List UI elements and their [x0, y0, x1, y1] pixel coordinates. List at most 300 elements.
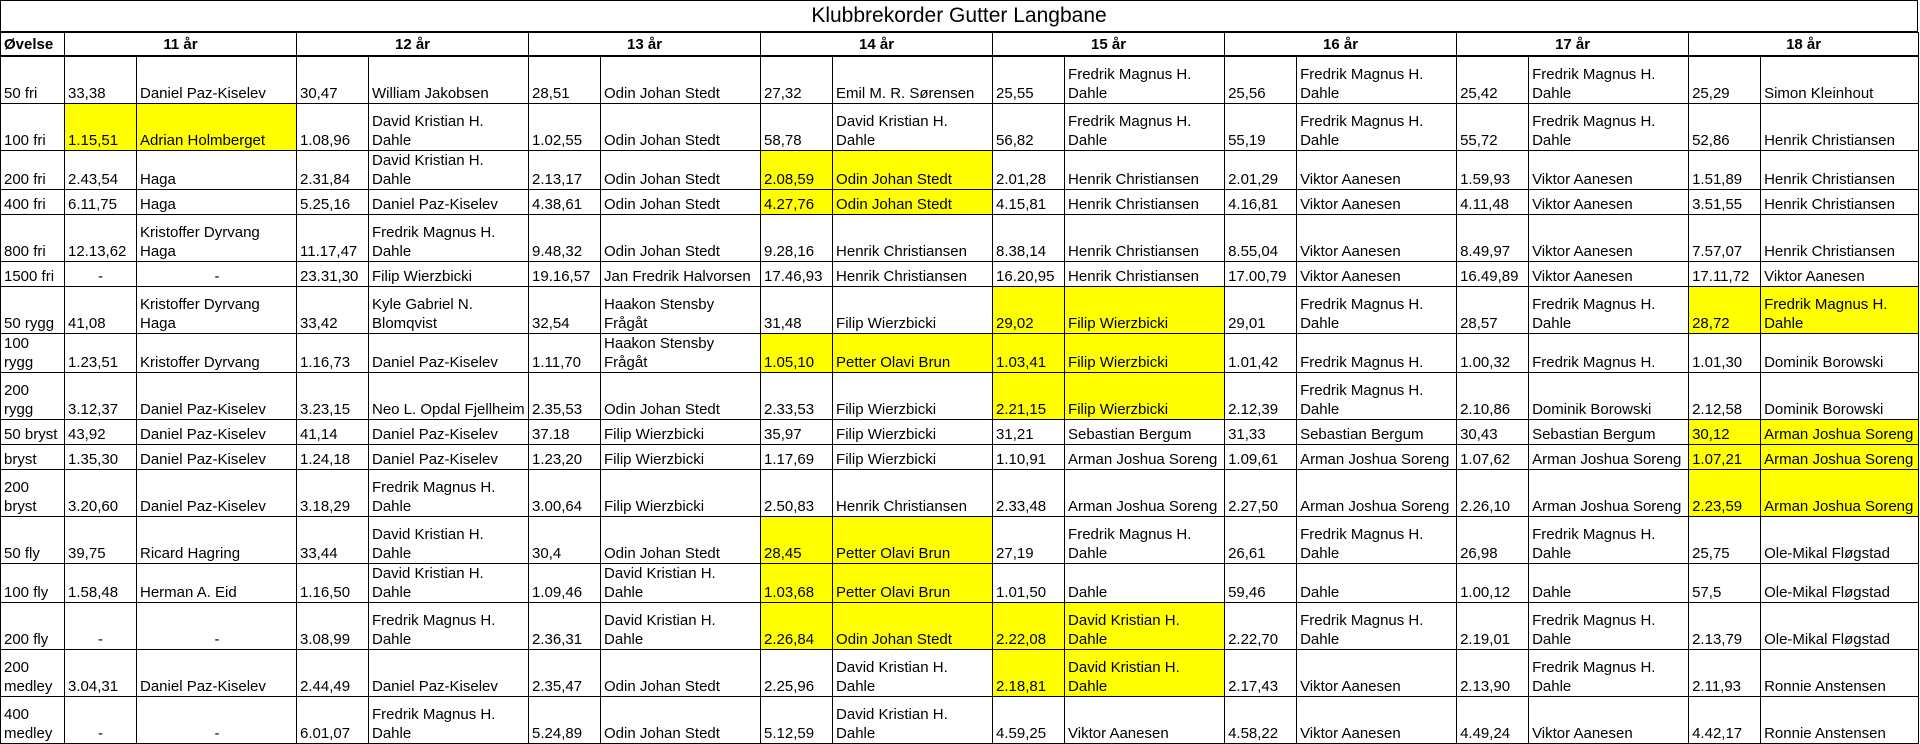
record-holder-cell[interactable]: Arman Joshua Soreng [1297, 445, 1457, 470]
record-holder-cell[interactable]: Haakon Stensby Frågåt [601, 334, 761, 373]
record-time-cell[interactable]: 17.00,79 [1225, 262, 1297, 287]
record-time-cell[interactable]: 2.50,83 [761, 470, 833, 517]
record-time-cell[interactable]: - [65, 697, 137, 744]
record-holder-cell[interactable]: Henrik Christiansen [1065, 215, 1225, 262]
record-time-cell[interactable]: 2.43,54 [65, 151, 137, 190]
record-holder-cell[interactable]: Sebastian Bergum [1065, 420, 1225, 445]
record-holder-cell[interactable]: Fredrik Magnus H. Dahle [1297, 56, 1457, 104]
record-time-cell[interactable]: 2.01,28 [993, 151, 1065, 190]
record-holder-cell[interactable]: Kristoffer Dyrvang Haga [137, 287, 297, 334]
record-time-cell[interactable]: 8.55,04 [1225, 215, 1297, 262]
record-holder-cell[interactable]: David Kristian H. Dahle [833, 697, 993, 744]
record-holder-cell[interactable]: Daniel Paz-Kiselev [137, 650, 297, 697]
record-time-cell[interactable]: 4.38,61 [529, 190, 601, 215]
record-holder-cell[interactable]: Henrik Christiansen [1065, 190, 1225, 215]
event-cell[interactable]: 800 fri [1, 215, 65, 262]
record-holder-cell[interactable]: Filip Wierzbicki [1065, 287, 1225, 334]
record-time-cell[interactable]: 6.11,75 [65, 190, 137, 215]
record-holder-cell[interactable]: Daniel Paz-Kiselev [369, 420, 529, 445]
record-time-cell[interactable]: 1.16,50 [297, 564, 369, 603]
record-holder-cell[interactable]: Odin Johan Stedt [601, 517, 761, 564]
record-time-cell[interactable]: 23.31,30 [297, 262, 369, 287]
record-holder-cell[interactable]: Fredrik Magnus H. Dahle [369, 215, 529, 262]
record-time-cell[interactable]: 19.16,57 [529, 262, 601, 287]
record-holder-cell[interactable]: Henrik Christiansen [833, 470, 993, 517]
record-time-cell[interactable]: 12.13,62 [65, 215, 137, 262]
record-holder-cell[interactable]: Daniel Paz-Kiselev [137, 470, 297, 517]
record-time-cell[interactable]: 31,48 [761, 287, 833, 334]
record-holder-cell[interactable]: Viktor Aanesen [1065, 697, 1225, 744]
record-holder-cell[interactable]: David Kristian H. Dahle [601, 603, 761, 650]
record-holder-cell[interactable]: Fredrik Magnus H. Dahle [1761, 287, 1919, 334]
record-holder-cell[interactable]: Daniel Paz-Kiselev [137, 56, 297, 104]
record-time-cell[interactable]: 25,29 [1689, 56, 1761, 104]
record-holder-cell[interactable]: Filip Wierzbicki [369, 262, 529, 287]
record-holder-cell[interactable]: Filip Wierzbicki [833, 373, 993, 420]
record-holder-cell[interactable]: Fredrik Magnus H. [1529, 334, 1689, 373]
record-time-cell[interactable]: 1.11,70 [529, 334, 601, 373]
record-time-cell[interactable]: 5.25,16 [297, 190, 369, 215]
record-time-cell[interactable]: 52,86 [1689, 104, 1761, 151]
record-holder-cell[interactable]: David Kristian H. Dahle [833, 104, 993, 151]
record-holder-cell[interactable]: Fredrik Magnus H. Dahle [1065, 56, 1225, 104]
record-time-cell[interactable]: 1.03,68 [761, 564, 833, 603]
record-time-cell[interactable]: 25,55 [993, 56, 1065, 104]
record-time-cell[interactable]: 1.03,41 [993, 334, 1065, 373]
record-time-cell[interactable]: 1.05,10 [761, 334, 833, 373]
event-cell[interactable]: 100 fly [1, 564, 65, 603]
record-holder-cell[interactable]: Ricard Hagring [137, 517, 297, 564]
record-holder-cell[interactable]: Henrik Christiansen [1761, 151, 1919, 190]
record-holder-cell[interactable]: Sebastian Bergum [1297, 420, 1457, 445]
record-holder-cell[interactable]: Dahle [1529, 564, 1689, 603]
record-holder-cell[interactable]: Fredrik Magnus H. Dahle [1529, 287, 1689, 334]
record-time-cell[interactable]: 2.12,39 [1225, 373, 1297, 420]
record-holder-cell[interactable]: Viktor Aanesen [1529, 151, 1689, 190]
record-holder-cell[interactable]: Odin Johan Stedt [601, 151, 761, 190]
record-time-cell[interactable]: 43,92 [65, 420, 137, 445]
record-holder-cell[interactable]: Kristoffer Dyrvang Haga [137, 215, 297, 262]
record-holder-cell[interactable]: Viktor Aanesen [1529, 190, 1689, 215]
record-holder-cell[interactable]: Viktor Aanesen [1529, 262, 1689, 287]
record-time-cell[interactable]: 26,61 [1225, 517, 1297, 564]
record-holder-cell[interactable]: Fredrik Magnus H. [1297, 334, 1457, 373]
record-time-cell[interactable]: 11.17,47 [297, 215, 369, 262]
record-holder-cell[interactable]: - [137, 262, 297, 287]
record-holder-cell[interactable]: Fredrik Magnus H. Dahle [1297, 104, 1457, 151]
event-cell[interactable]: 50 fri [1, 56, 65, 104]
record-time-cell[interactable]: 39,75 [65, 517, 137, 564]
record-holder-cell[interactable]: Odin Johan Stedt [601, 104, 761, 151]
record-time-cell[interactable]: 33,42 [297, 287, 369, 334]
table-row [1, 334, 1919, 373]
record-holder-cell[interactable]: Odin Johan Stedt [833, 190, 993, 215]
record-time-cell[interactable]: 1.23,20 [529, 445, 601, 470]
record-holder-cell[interactable]: Fredrik Magnus H. Dahle [369, 697, 529, 744]
record-time-cell[interactable]: 31,33 [1225, 420, 1297, 445]
record-time-cell[interactable]: 1.09,46 [529, 564, 601, 603]
record-holder-cell[interactable]: Arman Joshua Soreng [1529, 445, 1689, 470]
record-time-cell[interactable]: 33,38 [65, 56, 137, 104]
record-time-cell[interactable]: 2.17,43 [1225, 650, 1297, 697]
event-cell[interactable]: 400 fri [1, 190, 65, 215]
record-time-cell[interactable]: 2.13,90 [1457, 650, 1529, 697]
record-holder-cell[interactable]: David Kristian H. Dahle [1065, 650, 1225, 697]
record-time-cell[interactable]: 2.13,79 [1689, 603, 1761, 650]
record-time-cell[interactable]: 5.12,59 [761, 697, 833, 744]
record-holder-cell[interactable]: Jan Fredrik Halvorsen [601, 262, 761, 287]
record-holder-cell[interactable]: Odin Johan Stedt [833, 603, 993, 650]
record-time-cell[interactable]: 3.23,15 [297, 373, 369, 420]
age-header: 15 år [993, 33, 1225, 57]
record-time-cell[interactable]: 1.58,48 [65, 564, 137, 603]
record-time-cell[interactable]: 6.01,07 [297, 697, 369, 744]
record-time-cell[interactable]: 2.27,50 [1225, 470, 1297, 517]
record-time-cell[interactable]: 30,12 [1689, 420, 1761, 445]
record-time-cell[interactable]: 2.33,48 [993, 470, 1065, 517]
record-time-cell[interactable]: 31,21 [993, 420, 1065, 445]
record-holder-cell[interactable]: Arman Joshua Soreng [1761, 470, 1919, 517]
event-cell[interactable]: 50 rygg [1, 287, 65, 334]
event-cell[interactable]: 100 rygg [1, 334, 65, 373]
record-holder-cell[interactable]: Filip Wierzbicki [833, 287, 993, 334]
record-holder-cell[interactable]: Fredrik Magnus H. Dahle [1297, 603, 1457, 650]
record-holder-cell[interactable]: Arman Joshua Soreng [1529, 470, 1689, 517]
table-row [1, 56, 1919, 104]
record-time-cell[interactable]: 16.20,95 [993, 262, 1065, 287]
event-cell[interactable]: 400 medley [1, 697, 65, 744]
record-holder-cell[interactable]: Fredrik Magnus H. Dahle [1529, 56, 1689, 104]
record-time-cell[interactable]: 1.00,32 [1457, 334, 1529, 373]
record-time-cell[interactable]: 2.26,10 [1457, 470, 1529, 517]
record-holder-cell[interactable]: Henrik Christiansen [1761, 215, 1919, 262]
record-holder-cell[interactable]: Ole-Mikal Fløgstad [1761, 603, 1919, 650]
record-holder-cell[interactable]: Petter Olavi Brun [833, 517, 993, 564]
record-holder-cell[interactable]: Odin Johan Stedt [601, 697, 761, 744]
record-holder-cell[interactable]: Fredrik Magnus H. Dahle [1529, 517, 1689, 564]
record-time-cell[interactable]: 25,42 [1457, 56, 1529, 104]
record-holder-cell[interactable]: Fredrik Magnus H. Dahle [1529, 603, 1689, 650]
record-holder-cell[interactable]: Daniel Paz-Kiselev [369, 445, 529, 470]
record-holder-cell[interactable]: William Jakobsen [369, 56, 529, 104]
record-time-cell[interactable]: 4.11,48 [1457, 190, 1529, 215]
record-time-cell[interactable]: 26,98 [1457, 517, 1529, 564]
record-holder-cell[interactable]: Viktor Aanesen [1297, 262, 1457, 287]
record-holder-cell[interactable]: Daniel Paz-Kiselev [369, 334, 529, 373]
event-cell[interactable]: 200 bryst [1, 470, 65, 517]
record-time-cell[interactable]: 37.18 [529, 420, 601, 445]
table-row [1, 151, 1919, 190]
record-holder-cell[interactable]: Arman Joshua Soreng [1065, 470, 1225, 517]
record-time-cell[interactable]: 1.51,89 [1689, 151, 1761, 190]
event-cell[interactable]: 200 fri [1, 151, 65, 190]
record-holder-cell[interactable]: Viktor Aanesen [1297, 650, 1457, 697]
record-time-cell[interactable]: 9.48,32 [529, 215, 601, 262]
event-cell[interactable]: 50 bryst [1, 420, 65, 445]
record-holder-cell[interactable]: Haakon Stensby Frågåt [601, 287, 761, 334]
record-time-cell[interactable]: 1.01,42 [1225, 334, 1297, 373]
record-holder-cell[interactable]: Fredrik Magnus H. Dahle [1529, 650, 1689, 697]
event-cell[interactable]: 50 fly [1, 517, 65, 564]
record-time-cell[interactable]: 4.42,17 [1689, 697, 1761, 744]
record-time-cell[interactable]: 28,57 [1457, 287, 1529, 334]
record-holder-cell[interactable]: Henrik Christiansen [833, 262, 993, 287]
record-holder-cell[interactable]: Emil M. R. Sørensen [833, 56, 993, 104]
record-holder-cell[interactable]: Henrik Christiansen [1761, 190, 1919, 215]
record-time-cell[interactable]: 28,51 [529, 56, 601, 104]
record-holder-cell[interactable]: Petter Olavi Brun [833, 334, 993, 373]
records-table [0, 32, 1919, 744]
record-holder-cell[interactable]: Henrik Christiansen [833, 215, 993, 262]
record-time-cell[interactable]: 35,97 [761, 420, 833, 445]
record-time-cell[interactable]: 30,47 [297, 56, 369, 104]
table-row [1, 215, 1919, 262]
record-time-cell[interactable]: 2.13,17 [529, 151, 601, 190]
event-cell[interactable]: 200 medley [1, 650, 65, 697]
record-holder-cell[interactable]: Viktor Aanesen [1529, 697, 1689, 744]
record-holder-cell[interactable]: Fredrik Magnus H. Dahle [1297, 517, 1457, 564]
record-time-cell[interactable]: 57,5 [1689, 564, 1761, 603]
record-holder-cell[interactable]: Fredrik Magnus H. Dahle [1065, 104, 1225, 151]
record-holder-cell[interactable]: Kristoffer Dyrvang [137, 334, 297, 373]
record-holder-cell[interactable]: Simon Kleinhout [1761, 56, 1919, 104]
event-cell[interactable]: 200 fly [1, 603, 65, 650]
record-time-cell[interactable]: 30,4 [529, 517, 601, 564]
record-time-cell[interactable]: 1.17,69 [761, 445, 833, 470]
record-time-cell[interactable]: 2.26,84 [761, 603, 833, 650]
record-time-cell[interactable]: 3.18,29 [297, 470, 369, 517]
record-holder-cell[interactable]: Filip Wierzbicki [1065, 334, 1225, 373]
record-time-cell[interactable]: 1.07,21 [1689, 445, 1761, 470]
header-row [1, 33, 1919, 57]
record-holder-cell[interactable]: Viktor Aanesen [1761, 262, 1919, 287]
record-time-cell[interactable]: 55,19 [1225, 104, 1297, 151]
record-holder-cell[interactable]: Filip Wierzbicki [601, 445, 761, 470]
record-time-cell[interactable]: 2.22,70 [1225, 603, 1297, 650]
record-time-cell[interactable]: - [65, 603, 137, 650]
record-holder-cell[interactable]: Viktor Aanesen [1297, 697, 1457, 744]
record-time-cell[interactable]: 1.35,30 [65, 445, 137, 470]
record-time-cell[interactable]: 17.46,93 [761, 262, 833, 287]
record-holder-cell[interactable]: Fredrik Magnus H. Dahle [1529, 104, 1689, 151]
record-holder-cell[interactable]: Viktor Aanesen [1297, 151, 1457, 190]
record-time-cell[interactable]: 1.10,91 [993, 445, 1065, 470]
record-holder-cell[interactable]: Odin Johan Stedt [601, 650, 761, 697]
record-time-cell[interactable]: 1.09,61 [1225, 445, 1297, 470]
record-time-cell[interactable]: 2.21,15 [993, 373, 1065, 420]
record-time-cell[interactable]: 1.08,96 [297, 104, 369, 151]
record-holder-cell[interactable]: Dahle [1065, 564, 1225, 603]
record-time-cell[interactable]: 27,32 [761, 56, 833, 104]
record-holder-cell[interactable]: Viktor Aanesen [1529, 215, 1689, 262]
record-holder-cell[interactable]: Odin Johan Stedt [601, 215, 761, 262]
record-holder-cell[interactable]: David Kristian H. Dahle [601, 564, 761, 603]
record-time-cell[interactable]: 55,72 [1457, 104, 1529, 151]
record-time-cell[interactable]: - [65, 262, 137, 287]
record-time-cell[interactable]: 2.44,49 [297, 650, 369, 697]
record-time-cell[interactable]: 32,54 [529, 287, 601, 334]
record-holder-cell[interactable]: Petter Olavi Brun [833, 564, 993, 603]
record-holder-cell[interactable]: David Kristian H. Dahle [369, 517, 529, 564]
record-holder-cell[interactable]: Henrik Christiansen [1761, 104, 1919, 151]
record-holder-cell[interactable]: Dominik Borowski [1761, 373, 1919, 420]
record-holder-cell[interactable]: Neo L. Opdal Fjellheim [369, 373, 529, 420]
record-holder-cell[interactable]: Ole-Mikal Fløgstad [1761, 517, 1919, 564]
record-time-cell[interactable]: 3.12,37 [65, 373, 137, 420]
record-time-cell[interactable]: 1.01,30 [1689, 334, 1761, 373]
record-holder-cell[interactable]: Odin Johan Stedt [601, 190, 761, 215]
record-time-cell[interactable]: 1.07,62 [1457, 445, 1529, 470]
record-holder-cell[interactable]: Haga [137, 190, 297, 215]
record-time-cell[interactable]: 29,01 [1225, 287, 1297, 334]
record-time-cell[interactable]: 2.36,31 [529, 603, 601, 650]
record-time-cell[interactable]: 4.27,76 [761, 190, 833, 215]
record-time-cell[interactable]: 8.38,14 [993, 215, 1065, 262]
record-time-cell[interactable]: 2.25,96 [761, 650, 833, 697]
record-time-cell[interactable]: 1.16,73 [297, 334, 369, 373]
record-holder-cell[interactable]: David Kristian H. Dahle [833, 650, 993, 697]
record-holder-cell[interactable]: Filip Wierzbicki [601, 470, 761, 517]
record-holder-cell[interactable]: Fredrik Magnus H. Dahle [369, 470, 529, 517]
record-time-cell[interactable]: 1.23,51 [65, 334, 137, 373]
record-time-cell[interactable]: 17.11,72 [1689, 262, 1761, 287]
record-time-cell[interactable]: 2.35,53 [529, 373, 601, 420]
record-time-cell[interactable]: 1.15,51 [65, 104, 137, 151]
record-holder-cell[interactable]: Daniel Paz-Kiselev [369, 650, 529, 697]
record-time-cell[interactable]: 2.31,84 [297, 151, 369, 190]
record-holder-cell[interactable]: Kyle Gabriel N. Blomqvist [369, 287, 529, 334]
record-time-cell[interactable]: 3.20,60 [65, 470, 137, 517]
record-holder-cell[interactable]: - [137, 697, 297, 744]
record-time-cell[interactable]: 2.22,08 [993, 603, 1065, 650]
record-time-cell[interactable]: 33,44 [297, 517, 369, 564]
record-time-cell[interactable]: 4.58,22 [1225, 697, 1297, 744]
record-time-cell[interactable]: 1.01,50 [993, 564, 1065, 603]
record-time-cell[interactable]: 1.00,12 [1457, 564, 1529, 603]
record-time-cell[interactable]: 41,14 [297, 420, 369, 445]
record-holder-cell[interactable]: Odin Johan Stedt [601, 56, 761, 104]
record-holder-cell[interactable]: Daniel Paz-Kiselev [137, 373, 297, 420]
record-holder-cell[interactable]: Arman Joshua Soreng [1761, 445, 1919, 470]
record-time-cell[interactable]: 3.00,64 [529, 470, 601, 517]
record-time-cell[interactable]: 2.11,93 [1689, 650, 1761, 697]
record-time-cell[interactable]: 25,75 [1689, 517, 1761, 564]
record-holder-cell[interactable]: Dominik Borowski [1761, 334, 1919, 373]
record-time-cell[interactable]: 3.04,31 [65, 650, 137, 697]
record-time-cell[interactable]: 1.24,18 [297, 445, 369, 470]
record-holder-cell[interactable]: Ronnie Anstensen [1761, 697, 1919, 744]
record-time-cell[interactable]: 3.08,99 [297, 603, 369, 650]
record-holder-cell[interactable]: Viktor Aanesen [1297, 190, 1457, 215]
record-time-cell[interactable]: 5.24,89 [529, 697, 601, 744]
record-holder-cell[interactable]: Arman Joshua Soreng [1065, 445, 1225, 470]
table-row [1, 603, 1919, 650]
record-holder-cell[interactable]: Daniel Paz-Kiselev [137, 445, 297, 470]
record-time-cell[interactable]: 4.15,81 [993, 190, 1065, 215]
record-time-cell[interactable]: 29,02 [993, 287, 1065, 334]
record-holder-cell[interactable]: Dominik Borowski [1529, 373, 1689, 420]
record-time-cell[interactable]: 9.28,16 [761, 215, 833, 262]
record-time-cell[interactable]: 28,45 [761, 517, 833, 564]
record-holder-cell[interactable]: Filip Wierzbicki [1065, 373, 1225, 420]
record-holder-cell[interactable]: Odin Johan Stedt [601, 373, 761, 420]
record-holder-cell[interactable]: Daniel Paz-Kiselev [369, 190, 529, 215]
record-time-cell[interactable]: 1.59,93 [1457, 151, 1529, 190]
record-holder-cell[interactable]: David Kristian H. Dahle [369, 151, 529, 190]
record-holder-cell[interactable]: Arman Joshua Soreng [1297, 470, 1457, 517]
record-holder-cell[interactable]: Filip Wierzbicki [601, 420, 761, 445]
record-holder-cell[interactable]: Fredrik Magnus H. Dahle [1065, 517, 1225, 564]
record-time-cell[interactable]: 2.10,86 [1457, 373, 1529, 420]
record-holder-cell[interactable]: Odin Johan Stedt [833, 151, 993, 190]
record-time-cell[interactable]: 1.02,55 [529, 104, 601, 151]
record-holder-cell[interactable]: Viktor Aanesen [1297, 215, 1457, 262]
record-time-cell[interactable]: 2.18,81 [993, 650, 1065, 697]
record-holder-cell[interactable]: Herman A. Eid [137, 564, 297, 603]
record-time-cell[interactable]: 2.33,53 [761, 373, 833, 420]
record-time-cell[interactable]: 58,78 [761, 104, 833, 151]
record-holder-cell[interactable]: Daniel Paz-Kiselev [137, 420, 297, 445]
record-holder-cell[interactable]: - [137, 603, 297, 650]
record-holder-cell[interactable]: Dahle [1297, 564, 1457, 603]
record-time-cell[interactable]: 3.51,55 [1689, 190, 1761, 215]
record-time-cell[interactable]: 2.23,59 [1689, 470, 1761, 517]
record-holder-cell[interactable]: Ronnie Anstensen [1761, 650, 1919, 697]
table-row [1, 287, 1919, 334]
record-time-cell[interactable]: 59,46 [1225, 564, 1297, 603]
record-time-cell[interactable]: 2.08,59 [761, 151, 833, 190]
record-holder-cell[interactable]: David Kristian H. Dahle [1065, 603, 1225, 650]
record-holder-cell[interactable]: Sebastian Bergum [1529, 420, 1689, 445]
record-holder-cell[interactable]: David Kristian H. Dahle [369, 564, 529, 603]
record-holder-cell[interactable]: Henrik Christiansen [1065, 151, 1225, 190]
record-holder-cell[interactable]: Henrik Christiansen [1065, 262, 1225, 287]
event-cell[interactable]: 1500 fri [1, 262, 65, 287]
record-holder-cell[interactable]: Adrian Holmberget [137, 104, 297, 151]
record-holder-cell[interactable]: Fredrik Magnus H. Dahle [1297, 373, 1457, 420]
record-time-cell[interactable]: 28,72 [1689, 287, 1761, 334]
record-time-cell[interactable]: 4.49,24 [1457, 697, 1529, 744]
record-time-cell[interactable]: 4.16,81 [1225, 190, 1297, 215]
event-cell[interactable]: bryst [1, 445, 65, 470]
record-holder-cell[interactable]: Ole-Mikal Fløgstad [1761, 564, 1919, 603]
record-holder-cell[interactable]: Fredrik Magnus H. Dahle [369, 603, 529, 650]
record-holder-cell[interactable]: Filip Wierzbicki [833, 420, 993, 445]
record-holder-cell[interactable]: Filip Wierzbicki [833, 445, 993, 470]
record-time-cell[interactable]: 2.01,29 [1225, 151, 1297, 190]
record-holder-cell[interactable]: Fredrik Magnus H. Dahle [1297, 287, 1457, 334]
record-holder-cell[interactable]: David Kristian H. Dahle [369, 104, 529, 151]
record-time-cell[interactable]: 8.49,97 [1457, 215, 1529, 262]
record-time-cell[interactable]: 4.59,25 [993, 697, 1065, 744]
record-time-cell[interactable]: 41,08 [65, 287, 137, 334]
record-time-cell[interactable]: 27,19 [993, 517, 1065, 564]
record-time-cell[interactable]: 16.49,89 [1457, 262, 1529, 287]
record-holder-cell[interactable]: Arman Joshua Soreng [1761, 420, 1919, 445]
event-cell[interactable]: 100 fri [1, 104, 65, 151]
record-time-cell[interactable]: 56,82 [993, 104, 1065, 151]
record-time-cell[interactable]: 7.57,07 [1689, 215, 1761, 262]
event-cell[interactable]: 200 rygg [1, 373, 65, 420]
record-time-cell[interactable]: 2.19,01 [1457, 603, 1529, 650]
record-time-cell[interactable]: 2.35,47 [529, 650, 601, 697]
age-header: 11 år [65, 33, 297, 57]
record-time-cell[interactable]: 2.12,58 [1689, 373, 1761, 420]
record-time-cell[interactable]: 30,43 [1457, 420, 1529, 445]
table-row [1, 104, 1919, 151]
record-holder-cell[interactable]: Haga [137, 151, 297, 190]
record-time-cell[interactable]: 25,56 [1225, 56, 1297, 104]
